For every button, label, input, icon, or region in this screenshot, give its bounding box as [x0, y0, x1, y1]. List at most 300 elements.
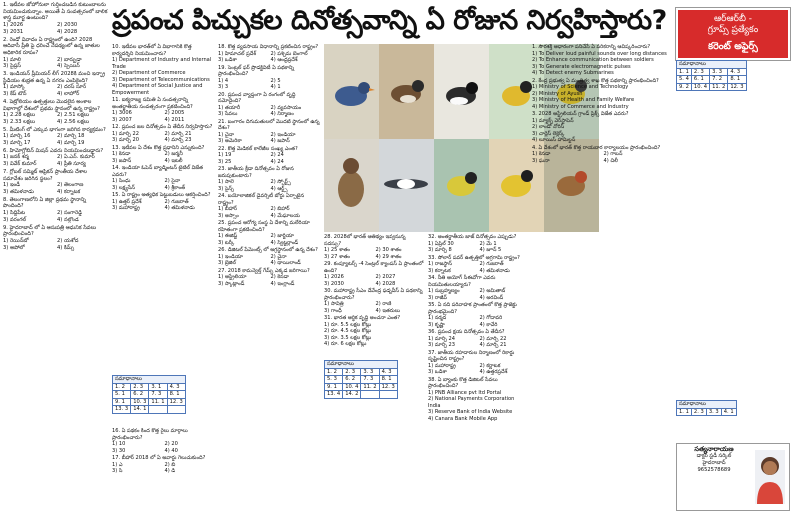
- question-option: 1) కెనడా: [532, 151, 551, 157]
- badge-line-2: గ్రూప్స్ ప్రత్యేకం: [707, 25, 759, 35]
- question-options: [218, 274, 320, 287]
- answer-table: [112, 375, 186, 414]
- question-options: [428, 363, 528, 376]
- question-options: [428, 241, 528, 254]
- question-item: [218, 268, 320, 288]
- question-option: 4) 29 శాతం: [375, 253, 402, 260]
- question-item: [532, 44, 672, 77]
- question-item: [3, 71, 108, 98]
- question-option: 4) ఆంధ్రప్రదేశ్: [270, 57, 298, 63]
- answer-cell: 14. 1: [131, 406, 149, 414]
- question-option: 3) కృష్ణా: [428, 321, 445, 328]
- answer-cell: 3. 3: [361, 368, 379, 376]
- question-option: 4) Canara Bank Mobile App: [428, 415, 498, 422]
- question-option: 1) ఆస్ట్రేలియా: [218, 274, 247, 280]
- question-options: [218, 78, 320, 91]
- answer-row: [113, 406, 186, 414]
- question-options: [112, 131, 214, 144]
- question-option: 1) మార్చి 16: [3, 133, 31, 140]
- question-option: 1) 3006: [112, 110, 132, 116]
- question-text: 31. భారత ఆర్థిక వృద్ధి అంచనా ఎంత?: [324, 315, 401, 321]
- question-item: [218, 119, 320, 145]
- answer-row: [677, 83, 747, 91]
- question-option: 2) స్పోర్ట్స్: [270, 179, 291, 185]
- question-text: 1. ఇటీవల జోహోనులా గుర్తించబడిన కుటుంబాలను నియమించుకున్నాం. అయితే ఏ సంవత్సరంలో బాలిక శాస్త్ర మూర్ఖ ఉంటుంది?: [3, 2, 108, 22]
- question-option: 2) లాండో నోరిస్: [532, 124, 565, 130]
- question-option: 3) To Generate electromagnetic pulses: [532, 63, 631, 70]
- answer-row: [677, 408, 737, 416]
- question-option: 1) సింధు: [112, 178, 131, 184]
- question-option: 3) చార్లెస్ లెక్లెర్క్: [532, 130, 565, 137]
- question-option: 1) సావిత్రి: [324, 301, 344, 307]
- question-option: 1) ఏప్రిల్ 30: [428, 240, 454, 247]
- answer-cell: 5. 3: [325, 376, 343, 384]
- question-text: 5. మీటింగ్ లో ఎక్కువ భాగంగా జరిగిన కార్యక్రమం?: [3, 126, 106, 133]
- answer-table: [324, 360, 398, 399]
- question-option: 3) సైన్స్: [218, 185, 234, 192]
- question-text: 28. 2028లో భారత్ ఆతిథ్యం ఇవ్వనున్న సదస్సు?: [324, 234, 406, 247]
- question-option: 4) లాహోర్: [57, 91, 80, 98]
- question-text: 37. జాతీయ రహదారుల నిర్మాణంలో రికార్డు సృష్టించిన రాష్ట్రం?: [428, 349, 515, 362]
- answer-cell: 7. 3: [149, 391, 167, 399]
- author-line-1: డాక్టర్ స్టడీ సర్కిల్: [696, 453, 732, 459]
- question-option: 4) కిమ్స్: [57, 244, 75, 251]
- question-text: 15. ఏ రాష్ట్రం అత్యధిక పెట్టుబడులు ఆకర్షించింది?: [112, 192, 211, 198]
- question-text: 34. నీతి ఆయోగ్ సీఈవోగా ఎవరు నియమితులయ్యారు?: [428, 275, 496, 288]
- question-text: 24. బయోలాజికల్ డైవర్సిటీ బోర్డు ఏర్పాటైన రాష్ట్రం?: [218, 193, 305, 206]
- question-option: 1) మార్చి 24: [428, 335, 455, 342]
- answer-row: [677, 76, 747, 84]
- answer-table: [676, 400, 737, 416]
- answer-cell: 11. 2: [361, 383, 379, 391]
- question-option: 4) లూయిస్ హామిల్టన్: [532, 137, 576, 143]
- question-option: 4) 24: [270, 158, 284, 165]
- question-item: [112, 428, 214, 454]
- question-option: 4) కర్నాటక: [57, 188, 81, 195]
- question-text: 8. తెలంగాణలోని ఏ జిల్లా ప్రథమ స్థానాన్ని పొందింది?: [3, 196, 87, 210]
- question-option: 4) 2011: [164, 116, 185, 123]
- question-option: 1) మాలి: [3, 56, 21, 63]
- question-text: 35. ఏ నది పరివాహక ప్రాంతంలో కొత్త ప్రాజెక్టు ప్రారంభమైంది?: [428, 302, 517, 315]
- question-item: [428, 302, 528, 328]
- answer-cell: 9. 1: [113, 398, 131, 406]
- question-option: 2) మార్చి 21: [164, 130, 192, 137]
- question-option: 3) బ్రెజిల్: [218, 260, 237, 266]
- question-option: 1) 2.28 లక్షలు: [3, 112, 36, 119]
- question-item: [428, 377, 528, 423]
- question-option: 3) ఒడిశా: [218, 57, 237, 63]
- question-option: 3) Reserve Bank of India Website: [428, 409, 513, 415]
- question-option: 4) నిర్మాణం: [270, 111, 294, 117]
- question-options: [218, 105, 320, 118]
- question-item: [532, 111, 672, 144]
- question-option: 2) చైనా: [270, 253, 287, 260]
- question-options: [112, 199, 214, 212]
- question-option: 1) 19: [218, 152, 232, 158]
- question-column-1: [3, 2, 108, 510]
- question-item: [3, 2, 108, 36]
- answer-cell: 8. 1: [728, 76, 746, 84]
- question-options: [3, 84, 108, 97]
- question-option: 3) ఒడిశా: [428, 369, 447, 375]
- question-option: 1) ఉత్తర్ ప్రదేశ్: [112, 198, 142, 205]
- question-text: 12. ప్రపంచ జల దినోత్సవం ఏ తేదీన నిర్వహిస్తారు?: [112, 124, 213, 130]
- question-option: 4) జూన్ 5: [479, 247, 502, 253]
- question-options: [324, 274, 424, 287]
- question-option: 1) మహారాష్ట్ర: [428, 362, 456, 369]
- question-option: 2) మార్చి 18: [57, 133, 85, 140]
- question-options: [218, 206, 320, 219]
- question-option: 4) కావేరి: [479, 321, 498, 328]
- question-item: [3, 148, 108, 168]
- author-photo: [755, 450, 785, 504]
- question-option: 3) 2030: [324, 280, 344, 287]
- question-options: [3, 154, 108, 167]
- question-option: 4) Ministry of Commerce and Industry: [532, 103, 629, 110]
- question-option: 1) PNB Alliance pvt ltd Portal: [428, 389, 502, 396]
- question-option: 2) గుజరాత్: [479, 261, 504, 267]
- answer-cell: 3. 3: [706, 408, 721, 416]
- question-option: 3) సైప్రస్: [3, 63, 21, 70]
- question-options: [324, 247, 424, 260]
- question-options: [112, 110, 214, 123]
- question-option: 2) National Payments Corporation India: [428, 396, 515, 409]
- question-option: 4) తమిళనాడు: [479, 267, 510, 274]
- question-item: [532, 145, 672, 165]
- question-text: 33. సోలార్ పవర్ ఉత్పత్తిలో అగ్రగామి రాష్ట్రం?: [428, 254, 520, 261]
- question-option: 1) రాజస్థాన్: [428, 261, 452, 267]
- question-option: 1) బీహార్: [218, 206, 238, 212]
- answer-cell: 1. 1: [677, 68, 692, 76]
- question-item: [324, 234, 424, 260]
- question-text: 10. ఇటీవల భారత్‌లో ఏ విభాగానికి కొత్త కార్యదర్శిని నియమించారు?: [112, 44, 192, 57]
- question-item: [3, 197, 108, 224]
- answer-table-title: సమాధానాలు: [677, 401, 737, 409]
- question-options: [112, 462, 214, 475]
- question-option: 1) రెయిన్‌బో: [3, 237, 29, 244]
- question-option: 1) నర్మద: [428, 315, 447, 321]
- answer-cell: 12. 3: [167, 398, 185, 406]
- question-option: 2) మార్చి 22: [479, 335, 507, 342]
- question-text: 17. బీహార్ 2018 లో ఏ అవార్డు గెలుచుకుంది?: [112, 455, 206, 461]
- question-option: 1) ఇండీ: [3, 182, 21, 189]
- question-option: 2) రాణి: [375, 301, 392, 307]
- question-option: 1) తయారీ: [218, 104, 241, 111]
- question-text: 38. ఏ బ్యాంకు కొత్త డిజిటల్ సేవలు ప్రారంభించింది?: [428, 376, 498, 389]
- question-option: 3) సేవలు: [218, 111, 238, 117]
- answer-row: [325, 376, 398, 384]
- question-item: [324, 261, 424, 287]
- question-option: 4) మార్చి 21: [479, 342, 507, 348]
- question-option: 1) 2026: [324, 274, 344, 280]
- answer-cell: 13. 4: [325, 391, 343, 399]
- question-option: 1) ఎ: [112, 461, 123, 468]
- answer-cell: 12. 3: [379, 383, 397, 391]
- question-option: 1) హిమాచల్ ప్రదేశ్: [218, 50, 257, 57]
- question-options: [112, 178, 214, 191]
- question-text: 19. సెంట్రల్ ఫర్ ప్రొడక్టివిటీ ఏ పథకాన్ని ప్రారంభించింది?: [218, 64, 295, 77]
- question-item: [112, 44, 214, 96]
- question-option: 1) కెనడా: [112, 151, 131, 157]
- question-option: 4) మార్చి 23: [164, 137, 192, 143]
- question-text: 36. ప్రపంచ క్షయ దినోత్సవం ఏ తేదీన?: [428, 329, 505, 335]
- answer-cell: 5. 1: [113, 391, 131, 399]
- answer-table-3-wrap: [676, 60, 788, 112]
- answer-cell: 13. 3: [113, 406, 131, 414]
- question-option: 4) డి: [164, 468, 176, 474]
- question-option: 1) To Deliver loud painful sounds over long distances: [532, 50, 667, 57]
- question-option: 3) మార్చి 23: [428, 342, 455, 348]
- question-option: 4) 2028: [57, 28, 78, 35]
- question-item: [112, 97, 214, 123]
- question-option: 3) 2007: [112, 116, 132, 123]
- question-option: 1) జనక్ శర్మ: [3, 154, 29, 161]
- question-option: 2) 24: [270, 152, 284, 158]
- question-option: 1) 25 శాతం: [324, 247, 350, 253]
- question-option: 4) స్పెయిన్: [57, 63, 80, 70]
- question-option: 2) మే 1: [479, 240, 497, 247]
- question-text: 22. కొత్త మెడికల్ కాలేజీల సంఖ్య ఎంత?: [218, 145, 298, 152]
- answer-cell: 11. 2: [710, 83, 728, 91]
- question-options: [218, 254, 320, 267]
- question-option: 3) 27 శాతం: [324, 253, 350, 260]
- question-text: 16. ఏ పథకం కింద కొత్త రైలు మార్గాలు ప్రారంభించారు?: [112, 428, 188, 441]
- question-option: 2) గోదావరి: [479, 315, 503, 321]
- question-item: [218, 65, 320, 91]
- question-options: [428, 336, 528, 349]
- question-option: 4) అరవింద్: [479, 294, 504, 301]
- answer-table-title: సమాధానాలు: [113, 376, 186, 384]
- question-option: 4) రూ. 6 లక్షల కోట్లు: [324, 341, 367, 347]
- answer-table: [676, 60, 747, 91]
- question-column-4a: [324, 234, 424, 347]
- question-text: 29. కంప్యూటర్స్ -4 సెంట్రల్ క్యాంపస్ ఏ ప్రాంతంలో ఉంది?: [324, 261, 424, 274]
- question-text: 11. ఐక్యరాజ్య సమితి ఏ సంవత్సరాన్ని అంతర్జాతీయ సంవత్సరంగా ప్రకటించింది?: [112, 97, 193, 110]
- question-option: 3) కర్నాటక: [428, 267, 451, 274]
- question-option: 4) తమిళనాడు: [164, 205, 195, 211]
- question-options: [3, 57, 108, 70]
- question-item: [218, 166, 320, 192]
- question-text: 4. ఏ దేశంలో భారత్ కొత్త రాయబార కార్యాలయం ప్రారంభించింది?: [532, 144, 661, 151]
- question-option: 2) అమితాబ్: [479, 288, 506, 294]
- question-item: [112, 145, 214, 165]
- answer-cell: [149, 406, 167, 414]
- answer-row: [325, 368, 398, 376]
- question-text: 30. మహారాష్ట్ర సీఎం దేవేంద్ర ఫడ్నవీస్ ఏ పథకాన్ని ప్రారంభించారు?: [324, 288, 423, 301]
- question-option: 3) అమెరికా: [218, 138, 242, 144]
- question-option: 2) గాబన్: [603, 151, 623, 157]
- question-options: [428, 288, 528, 301]
- answer-cell: 6. 2: [343, 376, 361, 384]
- answer-row: [113, 383, 186, 391]
- question-item: [324, 288, 424, 314]
- question-column-3: [218, 44, 320, 510]
- question-item: [218, 247, 320, 267]
- question-options: [428, 390, 528, 423]
- question-option: 1) రూ. 5.5 లక్షల కోట్లు: [324, 321, 372, 328]
- question-option: 4) థాయిలాండ్: [270, 260, 301, 266]
- question-option: 3) 30: [112, 447, 126, 454]
- author-name: సత్యనారాయణ: [694, 445, 734, 453]
- question-text: 1. సౌరశక్తి ఆధారంగా పనిచేసే ఏ పరికరాన్ని ఆవిష్కరించారు?: [532, 44, 651, 50]
- question-item: [112, 455, 214, 475]
- answer-cell: 12. 3: [728, 83, 746, 91]
- question-text: 21. బంగారం దిగుమతులలో మొదటి స్థానంలో ఉన్న దేశం?: [218, 118, 320, 131]
- question-option: 4) ఇతరులు: [375, 307, 400, 314]
- author-line-2: హైదరాబాద్: [702, 460, 726, 466]
- question-text: 2. రెండో వివాదం ఏ రాష్ట్రంలో ఉంది? 2028 ఆదివాసీ ప్రీతి పై ధరించే నేపథ్యంలో ఉన్న జాతుల అధికారిక రూపం?: [3, 36, 100, 56]
- answer-cell: [361, 391, 379, 399]
- question-option: 4) 1: [270, 84, 281, 90]
- answer-row: [113, 391, 186, 399]
- answer-cell: 9. 1: [325, 383, 343, 391]
- question-option: 4) ఇటలీ: [164, 157, 183, 164]
- question-options: [3, 133, 108, 146]
- question-option: 2) కర్ణాటక: [479, 362, 501, 369]
- question-option: 4) ఆర్ట్స్: [270, 185, 288, 192]
- question-option: 4) జపాన్: [270, 138, 290, 144]
- question-option: 3) సి: [112, 468, 123, 474]
- question-column-2: [112, 44, 214, 344]
- answer-cell: 9. 2: [677, 83, 692, 91]
- question-options: [3, 210, 108, 223]
- question-option: 2) యశోద: [57, 237, 79, 244]
- question-text: 9. హైదరాబాద్ లో ఏ ఆసుపత్రి ఆధునిక సేవలు ప్రారంభించింది?: [3, 224, 97, 238]
- question-option: 4) శ్రీకాంత్: [164, 184, 186, 191]
- question-options: [532, 84, 672, 110]
- question-options: [428, 261, 528, 274]
- question-option: 3) జపాన్: [112, 157, 132, 164]
- answer-cell: 4. 3: [728, 68, 746, 76]
- question-text: 23. జాతీయ క్రీడా దినోత్సవం ఏ రోజున జరుపుకుంటారు?: [218, 166, 294, 179]
- question-options: [218, 152, 320, 165]
- question-options: [532, 51, 672, 77]
- question-item: [3, 99, 108, 126]
- answer-cell: 10. 4: [343, 383, 361, 391]
- question-option: 2) జార్జియా: [270, 233, 294, 239]
- question-text: 18. కొత్త వ్యవసాయ విధానాన్ని ప్రకటించిన రాష్ట్రం?: [218, 44, 319, 50]
- question-options: [532, 151, 672, 164]
- question-option: 3) మార్చి 20: [112, 137, 139, 143]
- question-text: 27. 2018 కామన్వెల్త్ గేమ్స్ ఎక్కడ జరిగాయి?: [218, 267, 310, 274]
- answer-row: [325, 391, 398, 399]
- question-option: 2) ఏ.ఎన్. కుమార్: [57, 154, 95, 161]
- question-option: 3) Department of Telecommunications: [112, 76, 210, 83]
- question-column-5: [532, 44, 672, 510]
- question-options: [3, 22, 108, 35]
- question-item: [218, 193, 320, 219]
- question-option: 1) మ్యాక్స్ వెర్‌స్టాపెన్: [532, 117, 574, 124]
- question-option: 3) కేప్ టౌన్: [3, 91, 27, 98]
- question-option: 2) కెనడా: [270, 274, 289, 280]
- answer-row: [113, 398, 186, 406]
- badge-line-3: కరెంట్ అఫైర్స్: [708, 41, 758, 52]
- question-option: 3) 2031: [3, 28, 24, 35]
- question-option: 2) దరస్ సూర్: [57, 84, 87, 91]
- question-option: 2) గుజరాత్: [164, 198, 189, 205]
- question-option: 3) టర్కీ: [218, 239, 235, 246]
- question-option: 4) 2.56 లక్షలు: [57, 118, 90, 125]
- question-item: [3, 225, 108, 252]
- question-option: 3) గాంధీ: [324, 307, 342, 314]
- question-option: 1) సిద్దిపేట: [3, 210, 25, 217]
- question-option: 4) ప్రీతి సూర్య: [57, 161, 86, 168]
- answer-table-1-wrap: [112, 375, 214, 425]
- answer-cell: 2. 3: [691, 68, 709, 76]
- answer-row: [325, 383, 398, 391]
- question-option: 4) ఉత్తరప్రదేశ్: [479, 369, 508, 375]
- question-item: [428, 234, 528, 254]
- question-option: 2) సైనా: [164, 178, 181, 184]
- answer-cell: 1. 1: [677, 408, 692, 416]
- question-option: 2) బి: [164, 461, 176, 468]
- question-options: [532, 118, 672, 144]
- question-option: 3) అస్సాం: [218, 212, 239, 219]
- question-option: 4) నల్గొండ: [57, 216, 79, 223]
- question-item: [428, 329, 528, 349]
- question-option: 3) వివేక్ కుమార్: [3, 161, 37, 168]
- question-text: 26. డిజిటల్ పేమెంట్స్ లో అగ్రస్థానంలో ఉన్న దేశం?: [218, 247, 318, 253]
- answer-table-4-wrap: [676, 400, 788, 430]
- question-option: 1) సాలె: [218, 179, 234, 185]
- question-option: 2) పశ్చిమ బెంగాల్: [270, 50, 308, 57]
- author-box: [676, 443, 790, 511]
- question-text: 14. ఇండియా ఓపెన్ బ్యాడ్మింటన్ టైటిల్ విజేత ఎవరు?: [112, 165, 203, 178]
- answer-cell: 2. 3: [131, 383, 149, 391]
- question-option: 3) వరంగల్: [3, 216, 27, 223]
- badge-line-1: ఆర్‌ఆర్‌బీ -: [713, 14, 753, 24]
- question-option: 3) 3: [218, 84, 229, 90]
- answer-cell: 11. 1: [149, 398, 167, 406]
- question-options: [112, 151, 214, 164]
- question-item: [112, 124, 214, 144]
- question-option: 2) To Enhance communication between soldiers: [532, 57, 654, 63]
- question-option: 2) వ్యవసాయం: [270, 104, 302, 111]
- question-option: 2) Ministry of Ayush: [532, 90, 583, 97]
- answer-cell: 10. 3: [131, 398, 149, 406]
- question-option: 3) లక్ష్యసేన్: [112, 184, 135, 191]
- question-text: 7. గ్లోబల్ సమ్మిట్ ఆఫ్రికన్ ప్రాంతీయ దేశాల సమావేశం జరిగిన స్థలం?: [3, 168, 87, 182]
- question-option: 2) రూ. 4.5 లక్షల కోట్లు: [324, 328, 372, 334]
- question-option: 4) స్విట్జర్లాండ్: [270, 239, 299, 246]
- question-item: [218, 146, 320, 166]
- question-option: 2) 2027: [375, 274, 396, 280]
- question-option: 2) 20: [164, 441, 178, 447]
- question-item: [3, 127, 108, 147]
- question-item: [112, 192, 214, 212]
- answer-cell: 6. 1: [691, 76, 709, 84]
- question-option: 2) బార్బుడా: [57, 56, 82, 63]
- question-column-4b: [428, 234, 528, 510]
- question-option: 1) ఈజిప్ట్: [218, 233, 238, 239]
- question-option: 3) మార్చి 17: [3, 140, 31, 147]
- answer-row: [677, 68, 747, 76]
- question-text: 32. అంతర్జాతీయ జాజ్ దినోత్సవం ఎప్పుడు?: [428, 234, 517, 240]
- question-option: 4) ఇంగ్లాండ్: [270, 280, 295, 287]
- answer-cell: 4. 1: [721, 408, 736, 416]
- question-text: 6. హిమోగ్లోబిన్ మిషన్ ఎవరు నియమించబడ్డారు?: [3, 147, 104, 154]
- question-item: [428, 350, 528, 376]
- question-item: [218, 44, 320, 64]
- question-option: 3) మార్చి 8: [428, 247, 452, 253]
- question-text: 25. ప్రపంచ ఆరోగ్య సంస్థ ఏ దేశాన్ని మలేరియా రహితంగా ప్రకటించింది?: [218, 220, 310, 233]
- answer-cell: 7. 3: [361, 376, 379, 384]
- answer-cell: 4. 3: [379, 368, 397, 376]
- question-text: 13. ఇటీవల ఏ దేశం కొత్త ప్రధానిని ఎన్నుకుంది?: [112, 144, 205, 151]
- question-text: 3. ఇండియన్ ప్రీమియర్ లీగ్ 2028కి మంచి ఇన్ఫ్రా స్టేడియం శుభ్రత ఉన్న ఏ నగరం ఎంపికైంది?: [3, 71, 105, 84]
- answer-cell: 8. 1: [167, 391, 185, 399]
- question-options: [218, 233, 320, 246]
